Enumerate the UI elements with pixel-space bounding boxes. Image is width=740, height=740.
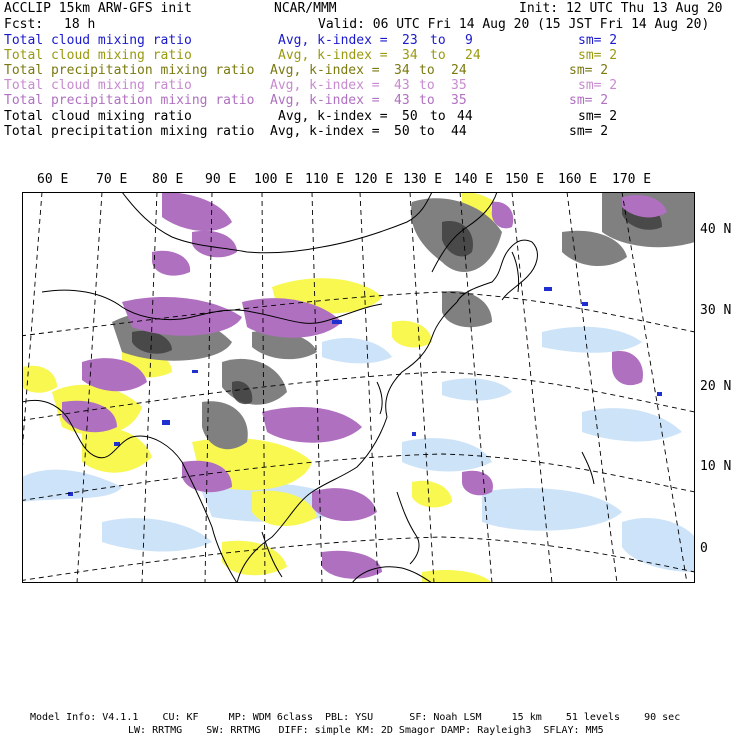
field-to: to [430, 109, 446, 124]
field-sm: sm= 2 [578, 78, 618, 93]
forecast-label: Fcst: [4, 17, 44, 32]
lon-label: 140 E [454, 172, 494, 187]
lon-label: 60 E [37, 172, 69, 187]
field-k-to: 9 [465, 33, 473, 48]
field-to: to [419, 124, 435, 139]
field-k-to: 44 [457, 109, 473, 124]
field-k-from: 50 [394, 124, 410, 139]
lon-label: 90 E [205, 172, 237, 187]
field-sm: sm= 2 [578, 33, 618, 48]
lat-label: 10 N [700, 459, 732, 474]
lon-label: 80 E [152, 172, 184, 187]
lon-label: 110 E [305, 172, 345, 187]
field-to: to [419, 93, 435, 108]
lon-label: 100 E [254, 172, 294, 187]
forecast-hour: 18 h [64, 17, 96, 32]
lat-label: 40 N [700, 222, 732, 237]
field-name: Total precipitation mixing ratio [4, 63, 255, 78]
field-k-to: 35 [451, 93, 467, 108]
field-to: to [419, 63, 435, 78]
field-k-from: 23 [402, 33, 418, 48]
field-name: Total cloud mixing ratio [4, 109, 192, 124]
field-avg: Avg, k-index = [270, 93, 380, 108]
weather-map [22, 192, 695, 583]
field-sm: sm= 2 [569, 124, 609, 139]
field-k-from: 34 [394, 63, 410, 78]
field-sm: sm= 2 [578, 109, 618, 124]
field-k-from: 43 [394, 93, 410, 108]
field-name: Total cloud mixing ratio [4, 78, 192, 93]
lat-label: 20 N [700, 379, 732, 394]
field-sm: sm= 2 [569, 63, 609, 78]
field-avg: Avg, k-index = [278, 33, 388, 48]
lon-label: 120 E [354, 172, 394, 187]
lon-label: 130 E [403, 172, 443, 187]
lon-label: 160 E [558, 172, 598, 187]
field-k-to: 24 [451, 63, 467, 78]
field-k-to: 24 [465, 48, 481, 63]
field-to: to [430, 48, 446, 63]
model-info-line-1: Model Info: V4.1.1 CU: KF MP: WDM 6class PBL: YSU SF: Noah LSM 15 km 51 levels 90 sec [30, 712, 681, 723]
field-avg: Avg, k-index = [270, 78, 380, 93]
field-avg: Avg, k-index = [278, 48, 388, 63]
init-time: Init: 12 UTC Thu 13 Aug 20 [519, 1, 723, 16]
model-info-line-2: LW: RRTMG SW: RRTMG DIFF: simple KM: 2D Smagor DAMP: Rayleigh3 SFLAY: MM5 [128, 725, 604, 736]
field-name: Total cloud mixing ratio [4, 48, 192, 63]
field-sm: sm= 2 [569, 93, 609, 108]
lat-label: 30 N [700, 303, 732, 318]
field-avg: Avg, k-index = [278, 109, 388, 124]
field-name: Total precipitation mixing ratio [4, 93, 255, 108]
field-avg: Avg, k-index = [270, 63, 380, 78]
field-name: Total cloud mixing ratio [4, 33, 192, 48]
lon-label: 150 E [505, 172, 545, 187]
field-k-to: 35 [451, 78, 467, 93]
valid-time: Valid: 06 UTC Fri 14 Aug 20 (15 JST Fri 14 Aug 20) [318, 17, 710, 32]
field-k-from: 50 [402, 109, 418, 124]
lon-label: 170 E [612, 172, 652, 187]
org-label: NCAR/MMM [274, 1, 337, 16]
field-to: to [419, 78, 435, 93]
field-k-from: 43 [394, 78, 410, 93]
field-to: to [430, 33, 446, 48]
field-name: Total precipitation mixing ratio [4, 124, 255, 139]
lat-label: 0 [700, 541, 708, 556]
field-sm: sm= 2 [578, 48, 618, 63]
field-k-from: 34 [402, 48, 418, 63]
field-avg: Avg, k-index = [270, 124, 380, 139]
lon-label: 70 E [96, 172, 128, 187]
model-title: ACCLIP 15km ARW-GFS init [4, 1, 192, 16]
field-k-to: 44 [451, 124, 467, 139]
